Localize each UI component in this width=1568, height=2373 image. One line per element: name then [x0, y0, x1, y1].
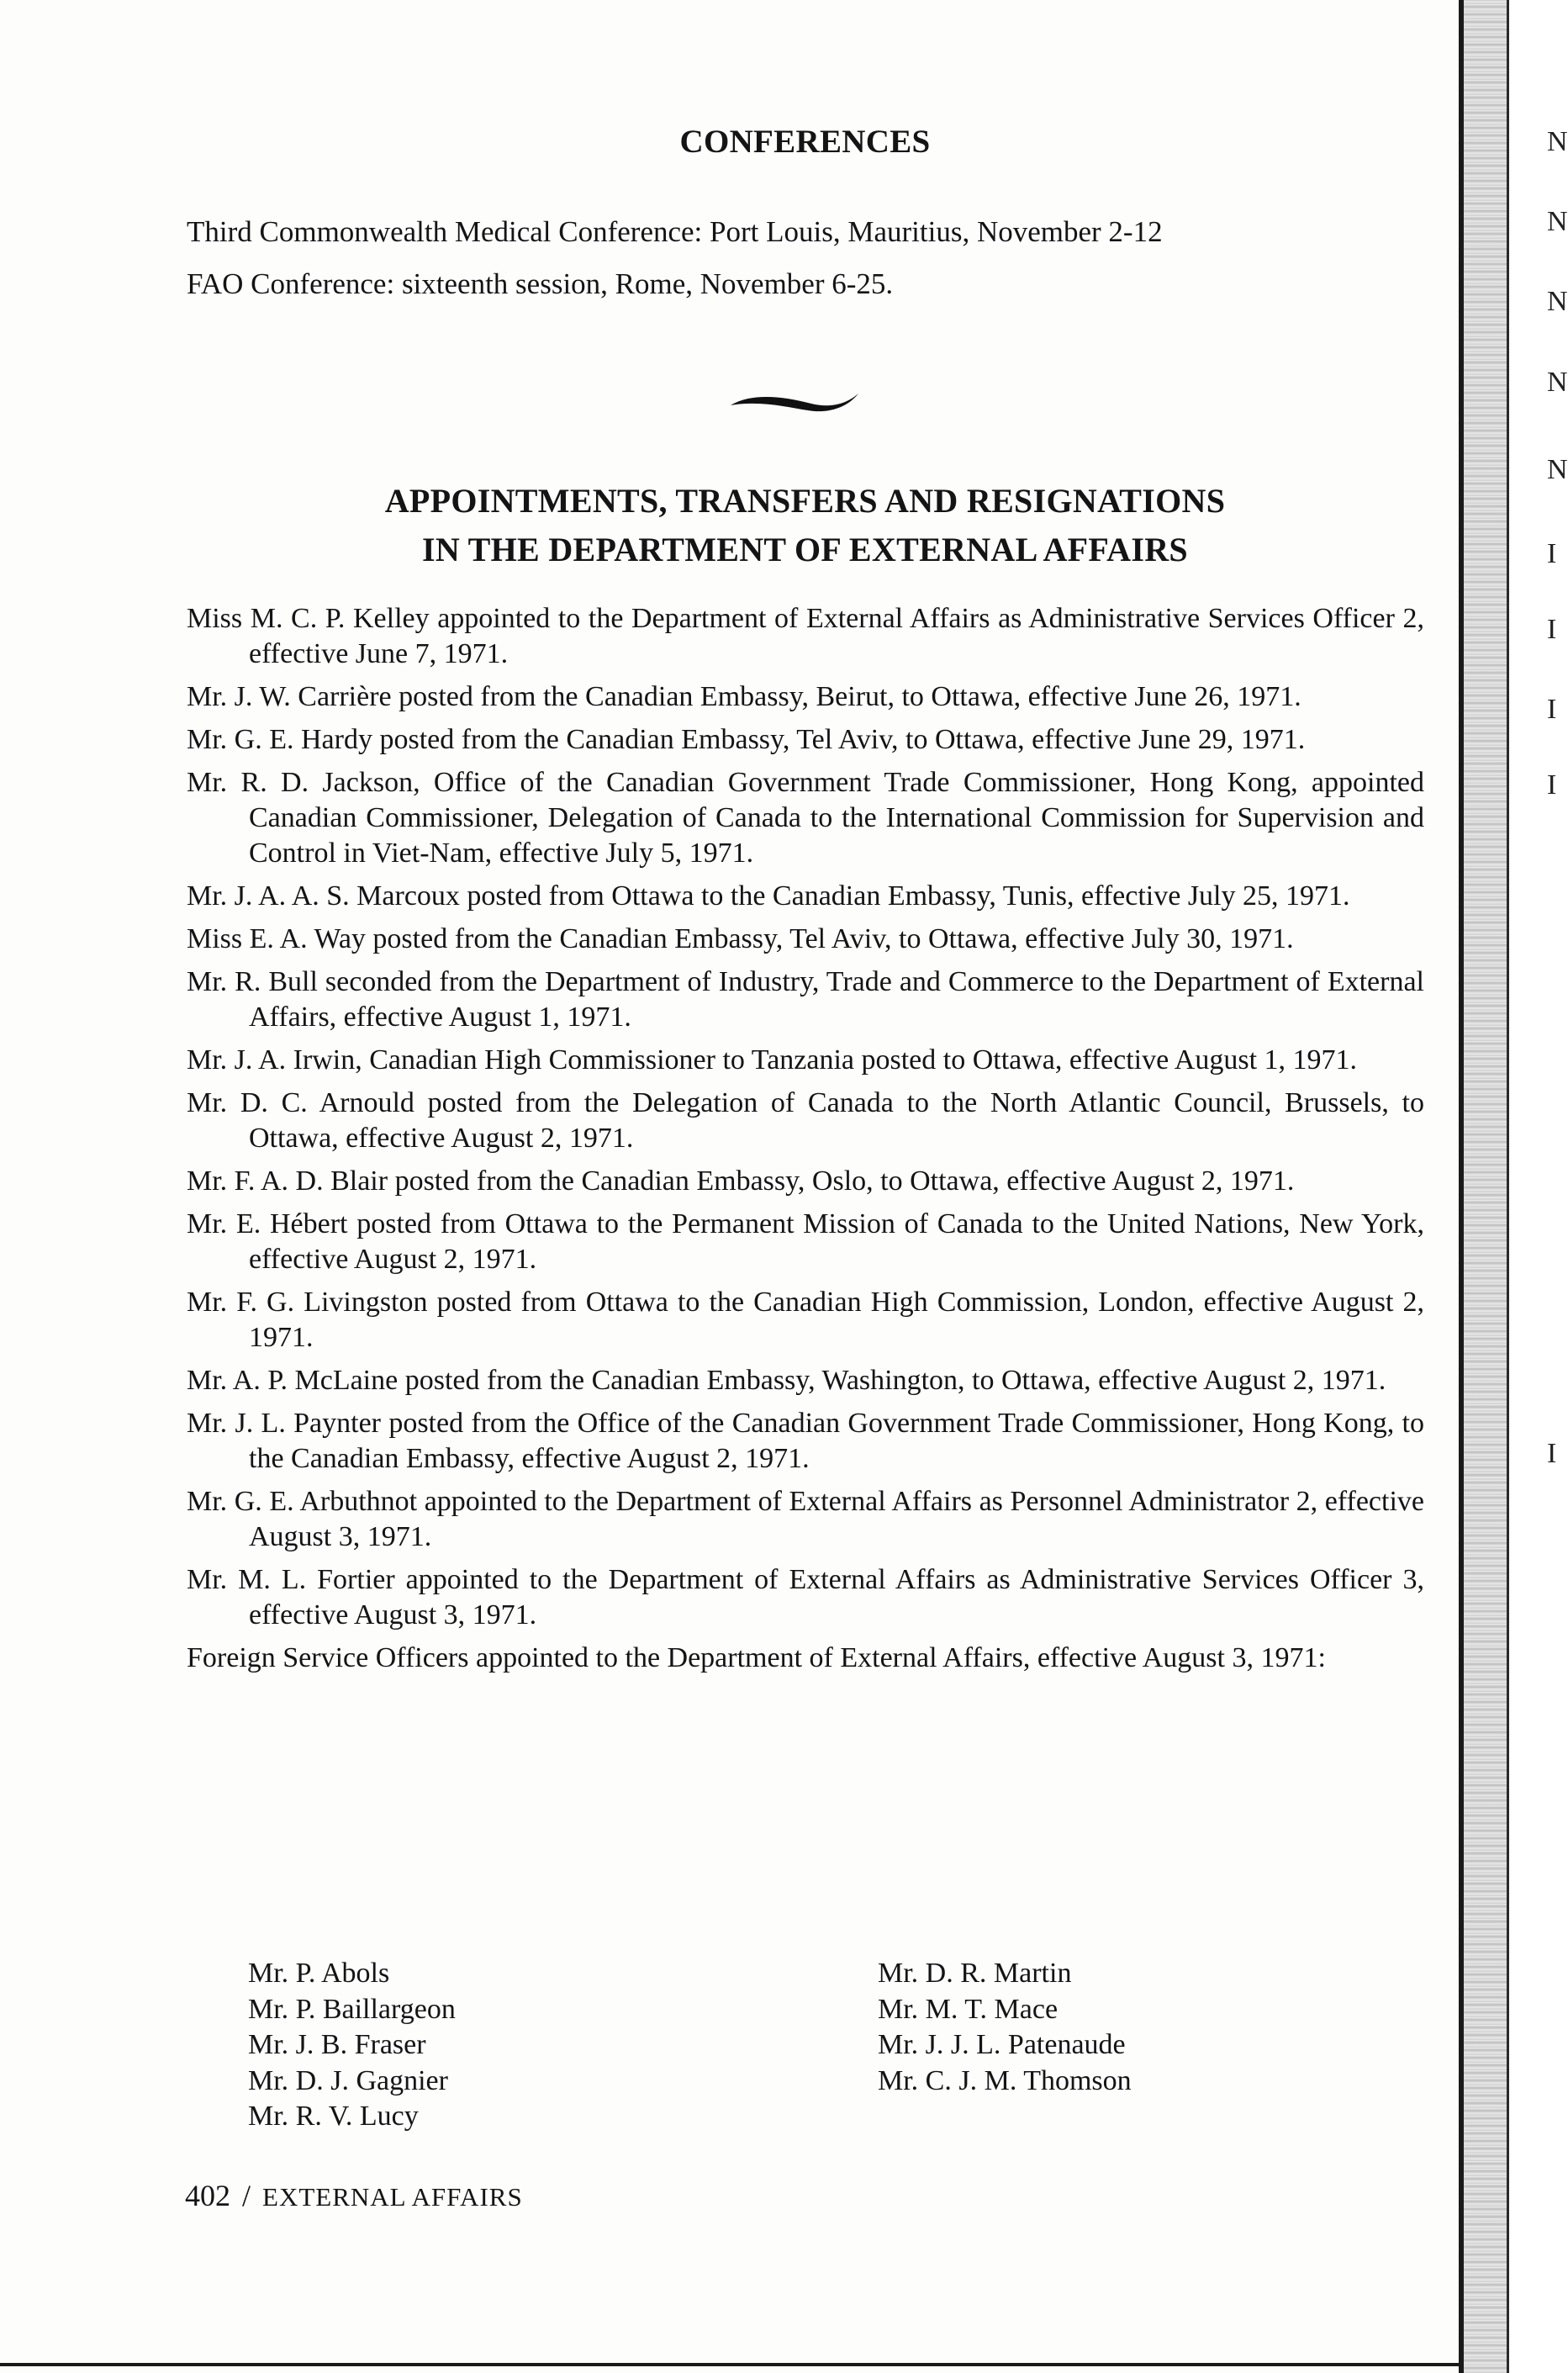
appointment-entry: Mr. E. Hébert posted from Ottawa to the Permanent Mission of Canada to the United Nations, New York, effective August 2, 1971. [187, 1208, 1424, 1275]
footer-separator: / [242, 2179, 251, 2212]
facing-page-letter: I [1547, 769, 1557, 801]
officer-names-right-column [878, 1956, 1132, 2099]
facing-page-strip [1509, 0, 1568, 2373]
appointment-entry: Mr. G. E. Hardy posted from the Canadian Embassy, Tel Aviv, to Ottawa, effective June 29, 1971. [187, 724, 1306, 755]
officer-name: Mr. P. Baillargeon [248, 1993, 456, 2025]
facing-page-letter: N [1547, 206, 1568, 237]
appointments-heading-line2: IN THE DEPARTMENT OF EXTERNAL AFFAIRS [422, 531, 1188, 568]
officer-name: Mr. J. B. Fraser [248, 2029, 426, 2060]
appointment-entry: Mr. G. E. Arbuthnot appointed to the Department of External Affairs as Personnel Administrator 2, effective August 3, 1971. [187, 1486, 1424, 1552]
officer-name: Mr. M. T. Mace [878, 1993, 1059, 2025]
conference-line-fao: FAO Conference: sixteenth session, Rome, November 6-25. [187, 267, 894, 300]
ornamental-swash-divider [727, 385, 862, 419]
appointment-entry: Mr. J. A. Irwin, Canadian High Commissioner to Tanzania posted to Ottawa, effective August 1, 1971. [187, 1044, 1358, 1076]
officer-name: Mr. P. Abols [248, 1958, 390, 1989]
appointment-entry: Mr. R. D. Jackson, Office of the Canadian Government Trade Commissioner, Hong Kong, appointed Canadian Commissioner, Delegation of Canada to the International Commission for Supervision and Control in Viet-Nam, effective July 5, 1971. [187, 767, 1424, 869]
facing-page-letter: I [1547, 694, 1557, 725]
facing-page-letter: N [1547, 126, 1568, 157]
facing-page-letter: I [1547, 614, 1557, 645]
appointment-entry: Mr. F. A. D. Blair posted from the Canadian Embassy, Oslo, to Ottawa, effective August 2, 1971. [187, 1165, 1295, 1197]
facing-page-letter: N [1547, 454, 1568, 485]
page-footer [185, 2178, 523, 2213]
officer-name: Mr. D. J. Gagnier [248, 2064, 448, 2096]
conference-line-medical: Third Commonwealth Medical Conference: Port Louis, Mauritius, November 2-12 [187, 215, 1163, 248]
bottom-edge-rule [0, 2363, 1459, 2366]
facing-page-letter: N [1547, 286, 1568, 317]
appointment-entry: Miss E. A. Way posted from the Canadian Embassy, Tel Aviv, to Ottawa, effective July 30, 1971. [187, 923, 1294, 954]
officer-name: Mr. D. R. Martin [878, 1958, 1072, 1989]
facing-page-letter: I [1547, 538, 1557, 569]
officer-name: Mr. J. J. L. Patenaude [878, 2029, 1126, 2060]
appointment-entry: Mr. D. C. Arnould posted from the Delegation of Canada to the North Atlantic Council, Brussels, to Ottawa, effective August 2, 1971. [187, 1087, 1424, 1154]
appointment-entry: Mr. J. L. Paynter posted from the Office of the Canadian Government Trade Commissioner, Hong Kong, to the Canadian Embassy, effective August 2, 1971. [187, 1408, 1424, 1474]
appointment-entry-foreign-service-officers: Foreign Service Officers appointed to the Department of External Affairs, effective August 3, 1971: [187, 1642, 1326, 1673]
appointments-heading-line1: APPOINTMENTS, TRANSFERS AND RESIGNATIONS [384, 482, 1226, 520]
facing-page-letter: I [1547, 1438, 1557, 1469]
officer-name: Mr. C. J. M. Thomson [878, 2064, 1132, 2096]
appointment-entry: Mr. R. Bull seconded from the Department of Industry, Trade and Commerce to the Department of External Affairs, effective August 1, 1971. [187, 966, 1424, 1033]
appointment-entry: Mr. J. W. Carrière posted from the Canadian Embassy, Beirut, to Ottawa, effective June 26, 1971. [187, 681, 1301, 712]
appointment-entry: Mr. F. G. Livingston posted from Ottawa to the Canadian High Commission, London, effective August 2, 1971. [187, 1287, 1424, 1353]
appointment-entry: Mr. M. L. Fortier appointed to the Department of External Affairs as Administrative Services Officer 3, effective August 3, 1971. [187, 1564, 1424, 1630]
book-binding-edge [1459, 0, 1509, 2373]
appointment-entry: Mr. J. A. A. S. Marcoux posted from Ottawa to the Canadian Embassy, Tunis, effective July 25, 1971. [187, 880, 1350, 912]
publication-name: EXTERNAL AFFAIRS [262, 2182, 523, 2212]
page-number: 402 [185, 2179, 230, 2212]
appointment-entry: Miss M. C. P. Kelley appointed to the Department of External Affairs as Administrative Services Officer 2, effective June 7, 1971. [187, 603, 1424, 669]
appointment-entry: Mr. A. P. McLaine posted from the Canadian Embassy, Washington, to Ottawa, effective August 2, 1971. [187, 1365, 1386, 1396]
appointments-list [187, 601, 1424, 1683]
officer-names-left-column [248, 1956, 456, 2135]
officer-name: Mr. R. V. Lucy [248, 2101, 419, 2132]
facing-page-letter: N [1547, 367, 1568, 398]
conferences-heading: CONFERENCES [679, 124, 931, 160]
